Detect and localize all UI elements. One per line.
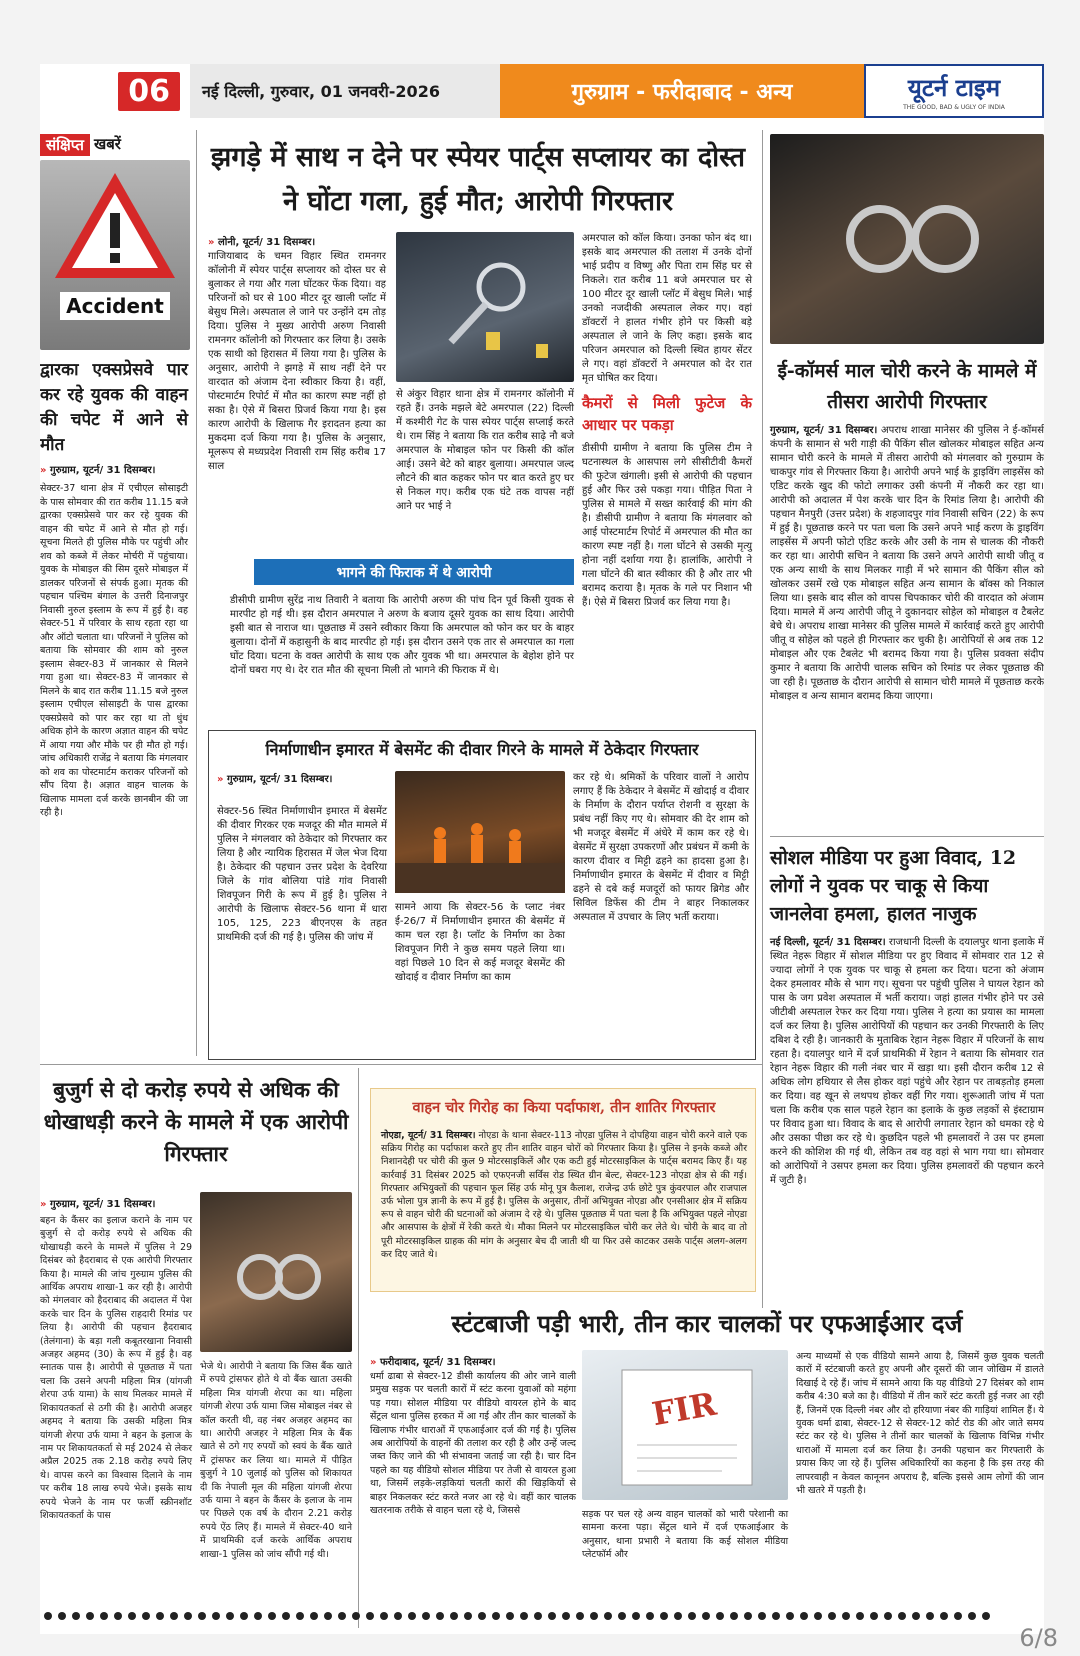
stunt-col-2 (582, 1508, 788, 1564)
basement-col-3 (573, 771, 749, 927)
vehicle-box (370, 1088, 756, 1292)
stunt-headline: स्टंटबाजी पड़ी भारी, तीन कार चालकों पर एफआईआर दर्ज (451, 1309, 963, 1338)
basement-col-1-text: सेक्टर-56 स्थित निर्माणाधीन इमारत में बेसमेंट की दीवार गिरकर एक मजदूर की मौत मामले में पुलिस ने मंगलवार को ठेकेदार को गिरफ्तार कर लिया है और न्यायिक हिरासत में जेल भेज दिया है। ठेकेदार की पहचान उत्तर प्रदेश के देवरिया जिले के गांव बोलिया पांडे गांव निवासी शिवपूजन गिरी के रूप में हुई है। पुलिस ने आरोपी के खिलाफ सेक्टर-56 थाना में धारा 105, 125, 223 बीएनएस के तहत प्राथमिकी दर्ज की गई है। पुलिस की जांच में (217, 806, 387, 943)
brief-body: सेक्टर-37 थाना क्षेत्र में एचीएल सोसाइटी के पास सोमवार की रात करीब 11.15 बजे द्वारका एक्सप्रेसवे पार कर रहे युवक की वाहन की चपेट में आने से मौत हो गई। सूचना मिलते ही पुलिस मौके पर पहुंची और शव को कब्जे में लेकर मोर्चरी में पहुंचाया। युवक के मोबाइल की सिम दूसरे मोबाइल में डालकर परिजनों से संपर्क हुआ। मृतक की पहचान पश्चिम बंगाल के उत्तरी दिनाजपुर निवासी नुरुल इस्लाम के रूप में हुई है। वह सेक्टर-51 में परिवार के साथ रहता रहा था और ऑटो चलाता था। परिजनों ने पुलिस को बताया कि सोमवार की शाम को नुरुल इस्लाम सेक्टर-83 में जानकार से मिलने गया हुआ था। सेक्टर-83 में जानकार से मिलने के बाद रात करीब 11.15 बजे नुरुल इस्लाम एचीएल सोसाइटी के पास द्वारका एक्सप्रेसवे को पार कर रहा था तो धुंध अधिक होने के कारण अज्ञात वाहन की चपेट में आया गया और मौके पर ही मौत हो गई। जांच अधिकारी राजेंद्र ने बताया कि मंगलवार को शव का पोस्टमार्टम कराकर परिजनों को सौंप दिया है। अज्ञात वाहन चालक के खिलाफ मामला दर्ज करके छानबीन की जा रही है। (40, 483, 188, 818)
lead-subhead: कैमरों से मिली फुटेज के आधार पर पकड़ा (582, 394, 752, 434)
section-rule (40, 1064, 762, 1065)
vehicle-article (381, 1129, 747, 1263)
lead-col-1 (208, 250, 386, 476)
basement-byline: » गुरुग्राम, यूटर्न/ 31 दिसम्बर। (217, 771, 332, 785)
brief-tag (40, 134, 121, 156)
vehicle-headline: वाहन चोर गिरोह का किया पर्दाफाश, तीन शातिर गिरफ्तार (412, 1099, 716, 1116)
vehicle-body (381, 1129, 747, 1261)
brief-tag-a: संक्षिप्त (40, 134, 90, 156)
vehicle-byline: नोएडा, यूटर्न/ 31 दिसम्बर। (381, 1130, 476, 1141)
stunt-col-3 (796, 1350, 1044, 1499)
basement-col-1 (217, 805, 387, 947)
accident-photo (40, 160, 190, 350)
magnifier-icon (396, 232, 574, 382)
lead-banner-body (230, 594, 574, 680)
ecommerce-article (770, 424, 1044, 706)
pagination-indicator: 6/8 (1019, 1624, 1058, 1652)
newspaper-logo (864, 64, 1044, 118)
brief-article (40, 358, 188, 822)
lead-banner: भागने की फिराक में थे आरोपी (254, 559, 574, 585)
brief-byline: » गुरुग्राम, यूटर्न/ 31 दिसम्बर। (40, 464, 188, 478)
basement-col-3-text: कर रहे थे। श्रमिकों के परिवार वालों ने आरोप लगाए हैं कि ठेकेदार ने बेसमेंट में खोदाई व दीवार के निर्माण के दौरान पर्याप्त रोशनी व सुरक्षा के प्रबंध नहीं किए गए थे। सोमवार की देर शाम को भी मजदूर बेसमेंट में अंधेरे में काम कर रहे थे। बेसमेंट में सुरक्षा उपकरणों और प्रबंधन में कमी के कारण दीवार व मिट्टी ढहने का हादसा हुआ है। निर्माणाधीन इमारत के बेसमेंट में दीवार व मिट्टी ढहने से दबे कई मजदूरों को फायर ब्रिगेड और सिविल डिफेंस की टीम ने बाहर निकालकर अस्पताल में उपचार के लिए भर्ती कराया। (573, 772, 749, 923)
handcuffs-icon (770, 134, 1044, 344)
forensic-photo (396, 232, 574, 382)
ecommerce-headline: ई-कॉमर्स माल चोरी करने के मामले में तीसरा आरोपी गिरफ्तार (777, 360, 1037, 413)
registration-marks (0, 1610, 1080, 1622)
page-number-box (40, 64, 190, 118)
fraud-col-2 (200, 1360, 352, 1563)
column-rule (196, 130, 197, 1056)
newspaper-page (40, 64, 1044, 1634)
basement-col-2-text: सामने आया कि सेक्टर-56 के प्लाट नंबर ई-26/7 में निर्माणाधीन इमारत की बेसमेंट में काम चल रहा है। प्लॉट के निर्माण का ठेका शिवपूजन गिरी ने कुछ समय पहले लिया था। वहां पिछले 10 दिन से कई मजदूर बेसमेंट की खोदाई व दीवार निर्माण का काम (395, 902, 565, 983)
fir-label: FIR (649, 1384, 720, 1434)
page-number: 06 (118, 72, 180, 111)
column-rule (358, 1068, 359, 1628)
lead-headline: झगड़े में साथ न देने पर स्पेयर पार्ट्स सप्लायर का दोस्त ने घोंटा गला, हुई मौत; आरोपी गिरफ्तार (210, 142, 746, 217)
dateline: नई दिल्ली, गुरुवार, 01 जनवरी-2026 (190, 64, 500, 118)
stunt-byline: » फरीदाबाद, यूटर्न/ 31 दिसम्बर। (370, 1354, 496, 1368)
lead-byline: » लोनी, यूटर्न/ 31 दिसम्बर। (208, 234, 315, 248)
logo-tagline: THE GOOD, BAD & UGLY OF INDIA (903, 104, 1005, 111)
brief-tag-b: खबरें (93, 135, 121, 153)
basement-headline: निर्माणाधीन इमारत में बेसमेंट की दीवार गिरने के मामले में ठेकेदार गिरफ्तार (265, 740, 699, 759)
section-title: गुरुग्राम - फरीदाबाद - अन्य (500, 64, 864, 118)
ecommerce-body (770, 424, 1044, 704)
ecommerce-byline: गुरुग्राम, यूटर्न/ 31 दिसम्बर। (770, 425, 878, 436)
fraud-byline: » गुरुग्राम, यूटर्न/ 31 दिसम्बर। (40, 1196, 155, 1210)
logo-text: यूटर्न टाइम (907, 73, 1001, 102)
fraud-col-1 (40, 1214, 192, 1524)
masthead (40, 64, 1044, 118)
lead-banner-body-text: डीसीपी ग्रामीण सुरेंद्र नाथ तिवारी ने बताया कि आरोपी अरुण की पांच दिन पूर्व किसी युवक से मारपीट हो गई थी। इस दौरान अमरपाल ने अरुण के बजाय दूसरे युवक का साथ दिया। आरोपी इसी बात से नाराज था। पूछताछ में उसने स्वीकार किया कि अमरपाल को फोन कर घर के बाहर बुलाया। दोनों में कहासुनी के बाद मारपीट हो गई। इस दौरान उसने एक तार से अमरपाल का गला घोंट दिया। घटना के वक्त आरोपी के साथ एक और युवक भी था। अमरपाल के बेहोश होने पर दोनों घबरा गए थे। देर रात मौत की सूचना मिली तो भागने की फिराक में थे। (230, 595, 574, 676)
column-rule (762, 130, 763, 1308)
fir-photo (582, 1350, 788, 1500)
basement-col-2 (395, 901, 565, 987)
social-article (770, 936, 1044, 1190)
stunt-col-3-text: अन्य माध्यमों से एक वीडियो सामने आया है, जिसमें कुछ युवक चलती कारों में स्टंटबाजी करते हुए अपनी और दूसरों की जान जोखिम में डालते दिखाई दे रहे हैं। जांच में सामने आया कि यह वीडियो 27 दिसंबर को शाम करीब 4:30 बजे का है। वीडियो में तीन कारें स्टंट करती हुई नजर आ रही हैं, जिनमें एक दिल्ली नंबर और दो हरियाणा नंबर की गाड़ियां शामिल हैं। ये युवक धर्मा ढाबा, सेक्टर-12 से सेक्टर-12 कोर्ट रोड की ओर जाते समय स्टंट कर रहे थे। पुलिस ने तीनों कार चालकों के खिलाफ विभिन्न गंभीर धाराओं में मामला दर्ज कर लिया है। उनकी पहचान कर गिरफ्तारी के प्रयास किए जा रहे हैं। पुलिस अधिकारियों का कहना है कि इस तरह की लापरवाही न केवल कानूनन अपराध है, बल्कि इससे आम लोगों की जान भी खतरे में पड़ती है। (796, 1351, 1044, 1497)
lead-col-3 (582, 232, 752, 612)
fraud-col-1-text: बहन के कैंसर का इलाज कराने के नाम पर बुजुर्ग से दो करोड़ रुपये से अधिक की धोखाधड़ी करने के मामले में पुलिस ने 29 दिसंबर को हैदराबाद से एक आरोपी गिरफ्तार किया है। मामले की जांच गुरुग्राम पुलिस की आर्थिक अपराध शाखा-1 कर रही है। आरोपी को मंगलवार को हैदराबाद की अदालत में पेश करके चार दिन के पुलिस राहदारी रिमांड पर लिया है। आरोपी की पहचान हैदराबाद (तेलंगाना) के बड़ा गली कबूतरखाना निवासी अजहर अहमद (30) के रूप में हुई है। वह स्नातक पास है। आरोपी से पूछताछ में पता चला कि उसने अपनी महिला मित्र (यांगजी शेरपा उर्फ यामा) के साथ मिलकर मामले में शिकायतकर्ता से ठगी की है। आरोपी अजहर अहमद ने बताया कि उसकी महिला मित्र यांगजी शेरपा उर्फ यामा ने बहन के इलाज के नाम पर शिकायतकर्ता से मई 2024 से लेकर अप्रैल 2025 तक 2.18 करोड़ रुपये लिए थे। वापस करने का विश्वास दिलाने के नाम पर करीब 18 लाख रुपये भेजे। इसके साथ रुपये भेजने के नाम पर फर्जी स्क्रीनशॉट शिकायतकर्ता के पास (40, 1215, 192, 1521)
rescue-workers-icon (395, 771, 565, 893)
social-byline: नई दिल्ली, यूटर्न/ 31 दिसम्बर। (770, 937, 886, 948)
vehicle-body-text: नोएडा के थाना सेक्टर-113 नोएडा पुलिस ने दोपहिया वाहन चोरी करने वाले एक सक्रिय गिरोह का पर्दाफाश करते हुए तीन शातिर वाहन चोरों को गिरफ्तार किया है। पुलिस ने इनके कब्जे और निशानदेही पर चोरी की कुल 9 मोटरसाइकिलें और एक कटी हुई मोटरसाइकिल के पार्ट्स बरामद किए हैं। यह कार्रवाई 31 दिसंबर 2025 को एफएनजी सर्विस रोड स्थित ग्रीन बेल्ट, सेक्टर-123 नोएडा क्षेत्र से की गई। गिरफ्तार अभियुक्तों की पहचान फूल सिंह उर्फ मोनू पुत्र कैलाश, राजेन्द्र उर्फ छोटे पुत्र कुंवरपाल और राजपाल उर्फ भोला पुत्र ज्ञानी के रूप में हुई है। पुलिस के अनुसार, तीनों अभियुक्त नोएडा और एनसीआर क्षेत्र में सक्रिय रूप से वाहन चोरी की घटनाओं को अंजाम दे रहे थे। पुलिस पूछताछ में पता चला है कि अभियुक्त पहले नोएडा और आसपास के क्षेत्रों में रेकी करते थे। मौका मिलने पर मोटरसाइकिल चोरी कर लेते थे। चोरी के बाद वा तो पूरी मोटरसाइकिल ग्राहक की मांग के अनुसार बेच दी जाती थी या फिर उसे काटकर उसके पार्ट्स अलग-अलग कर दिए जाते थे। (381, 1130, 747, 1260)
stunt-col-1-text: धर्मा ढाबा से सेक्टर-12 डीसी कार्यालय की ओर जाने वाली प्रमुख सड़क पर चलती कारों में स्टंट करना युवाओं को महंगा पड़ गया। सोशल मीडिया पर वीडियो वायरल होने के बाद सेंट्रल थाना पुलिस हरकत में आ गई और तीन कार चालकों के खिलाफ गंभीर धाराओं में एफआईआर दर्ज की गई है। पुलिस अब आरोपियों के वाहनों की तलाश कर रही है और उन्हें जल्द जब्त किए जाने की भी संभावना जताई जा रही है। चार दिन पहले का यह वीडियो सोशल मीडिया पर तेजी से वायरल हुआ था, जिसमें लड़के-लड़कियां चलती कारों की खिड़कियों से बाहर निकलकर स्टंट करते नजर आ रहे थे। वहीं कार चालक खतरनाक तरीके से वाहन चला रहे थे, जिससे (370, 1371, 576, 1517)
social-body (770, 936, 1044, 1188)
social-body-text: राजधानी दिल्ली के दयालपुर थाना इलाके में स्थित नेहरू विहार में सोशल मीडिया पर हुए विवाद में सोमवार रात 12 से ज्यादा लोगों ने एक युवक पर चाकू से हमला कर दिया। घटना को अंजाम देकर हमलावर मौके से भाग गए। सूचना पर पहुंची पुलिस ने घायल रेहान को पास के जग प्रवेश अस्पताल में भर्ती कराया। जहां हालत गंभीर होने पर उसे जीटीबी अस्पताल रेफर कर दिया गया। पुलिस ने हत्या का प्रयास का मामला दर्ज कर लिया है। पुलिस आरोपियों की पहचान कर उनकी गिरफ्तारी के लिए दबिश दे रही है। जानकारी के मुताबिक रेहान नेहरू विहार में परिजनों के साथ रहता है। दयालपुर थाने में दर्ज प्राथमिकी में रेहान ने बताया कि सोमवार रात रेहान नेहरू विहार की गली नंबर चार में खड़ा था। इसी दौरान करीब 12 से अधिक लोग हथियार से लैस होकर वहां पहुंचे और रेहान पर ताबड़तोड़ हमला कर दिया। वह खून से लथपथ होकर वहीं गिर गया। शुरूआती जांच में पता चला कि करीब एक साल पहले रेहान का इलाके के कुछ लड़कों से इंस्टाग्राम पर विवाद हुआ था। विवाद के बाद से आरोपी लगातार रेहान को धमका रहे थे और उसका पीछा कर रहे थे। कुछदिन पहले भी हमलावरों ने उस पर हमला करने की कोशिश की गई थी, लेकिन तब वह वहां से भाग गया था। सोमवार को आरोपियों ने उसपर हमला कर दिया। पुलिस हमलावरों की पहचान करने में जुटी है। (770, 937, 1044, 1186)
basement-box (208, 730, 756, 1060)
lead-col-2-text: से अंकुर विहार थाना क्षेत्र में रामनगर कॉलोनी में रहते हैं। उनके मझले बेटे अमरपाल (22) दिल्ली में कश्मीरी गेट के पास स्पेयर पार्ट्स सप्लाई करते थे। राम सिंह ने बताया कि रात करीब साढ़े नौ बजे अमरपाल के मोबाइल फोन पर किसी की कॉल आई। उसने बेटे को बाहर बुलाया। अमरपाल जल्द लौटने की बात कहकर फोन पर बात करते हुए घर से निकल गए। करीब एक घंटे तक वापस नहीं आने पर भाई ने (396, 389, 574, 512)
arrest-photo (200, 1192, 352, 1352)
brief-headline: द्वारका एक्सप्रेसवे पार कर रहे युवक की वाहन की चपेट में आने से मौत (40, 360, 188, 455)
stunt-col-1 (370, 1370, 576, 1519)
section-rule (770, 836, 1044, 837)
lead-col-2 (396, 388, 574, 516)
fraud-headline: बुजुर्ग से दो करोड़ रुपये से अधिक की धोखाधड़ी करने के मामले में एक आरोपी गिरफ्तार (43, 1077, 349, 1166)
accident-label: Accident (60, 292, 170, 320)
ecommerce-body-text: अपराध शाखा मानेसर की पुलिस ने ई-कॉमर्स कंपनी के सामान से भरी गाड़ी की पैकिंग सील खोलकर मोबाइल सहित अन्य सामान चोरी करने के मामले में तीसरा आरोपी को मंगलवार को गुरुग्राम के चाकपुर गांव से गिरफ्तार किया है। आरोपी अपने भाई के ड्राइविंग लाइसेंस को एडिट करके खुद की फोटो लगाकर उसी कंपनी में नौकरी कर रहा था। आरोपी को अदालत में पेश करके चार दिन के रिमांड लिया है। आरोपी की पहचान मैनपुरी (उत्तर प्रदेश) के शहजादपुर गांव निवासी सचिन (22) के रूप में हुई है। पूछताछ करने पर पता चला कि उसने अपने भाई करण के ड्राइविंग लाइसेंस में अपनी फोटो एडिट करके और उसी के नाम से चालक की नौकरी कर रहा था। आरोपी सचिन ने बताया कि उसने अपने आरोपी साथी जीतू व एक अन्य साथी के साथ मिलकर गाड़ी में भरे सामान की पैकिंग सील को खोलकर उसमें रखे एक मोबाइल सहित अन्य सामान के बॉक्स को निकाल लिया था। इसके बाद सील को वापस चिपकाकर चोरी की वारदात को अंजाम दिया। मामले में अन्य आरोपी जीतू ने दुकानदार सोहेल को मोबाइल व टैबलेट बेचे थे। अपराध शाखा मानेसर की पुलिस मामले में कार्रवाई करते हुए आरोपी जीतू व सोहेल को पहले ही गिरफ्तार कर चुकी है। आरोपियों से अब तक 12 मोबाइल और एक टैबलेट भी बरामद किया गया है। पुलिस प्रवक्ता संदीप कुमार ने बताया कि आरोपी चालक सचिन को रिमांड पर लेकर पूछताछ की जा रही है। पूछताछ के दौरान आरोपी से सामान चोरी मामले में पूछताछ करके मोबाइल व अन्य सामान बरामद किया जाएगा। (770, 425, 1044, 702)
handcuff-photo (770, 134, 1044, 344)
lead-col-3b-text: डीसीपी ग्रामीण ने बताया कि पुलिस टीम ने घटनास्थल के आसपास लगे सीसीटीवी कैमरों की फुटेज खंगाली। इसी से आरोपी की पहचान हुई और फिर उसे पकड़ा गया। पीड़ित पिता ने पुलिस से मामले में सख्त कार्रवाई की मांग की है। डीसीपी ग्रामीण ने बताया कि मंगलवार को आई पोस्टमार्टम रिपोर्ट में अमरपाल की मौत का कारण स्पष्ट नहीं है। गला घोंटने से उसकी मृत्यु होना नहीं दर्शाया गया है। हालांकि, आरोपी ने गला घोंटने की बात स्वीकार की है और तार भी बरामद कराया है। मृतक के गले पर निशान भी हैं। ऐसे में बिसरा प्रिजर्व कर लिया गया है। (582, 443, 752, 608)
stunt-col-2-text: सड़क पर चल रहे अन्य वाहन चालकों को भारी परेशानी का सामना करना पड़ा। सेंट्रल थाने में दर्ज एफआईआर के अनुसार, थाना प्रभारी ने बताया कि कई सोशल मीडिया प्लेटफॉर्म और (582, 1509, 788, 1561)
social-headline: सोशल मीडिया पर हुआ विवाद, 12 लोगों ने युवक पर चाकू से किया जानलेवा हमला, हालत नाजुक (770, 847, 1017, 925)
lead-col-1-text: गाजियाबाद के चमन विहार स्थित रामनगर कॉलोनी में स्पेयर पार्ट्स सप्लायर को दोस्त घर से बुलाकर ले गया और गला घोंटकर फेंक दिया। वह परिजनों को घर से 100 मीटर दूर खाली प्लॉट में बेसुध मिले। अस्पताल ले जाने पर उन्होंने दम तोड़ दिया। पुलिस ने मुख्य आरोपी अरुण निवासी रामनगर कॉलोनी को गिरफ्तार कर लिया है। उसके एक साथी को हिरासत में लिया गया है। पुलिस के अनुसार, आरोपी ने झगड़े में साथ नहीं देने पर वारदात को अंजाम देना स्वीकार किया है। वहीं, पोस्टमार्टम रिपोर्ट में मौत का कारण स्पष्ट नहीं हो सका है। ऐसे में बिसरा प्रिजर्व किया गया है। इस कारण आरोपी के खिलाफ गैर इरादतन हत्या का मुकदमा दर्ज किया गया है। पुलिस के अनुसार, मूलरूप से मध्यप्रदेश निवासी राम सिंह करीब 17 साल (208, 251, 386, 472)
fraud-col-2-text: भेजे थे। आरोपी ने बताया कि जिस बैंक खाते में रुपये ट्रांसफर होते थे वो बैंक खाता उसकी महिला मित्र यांगजी शेरपा का था। महिला यांगजी शेरपा उर्फ यामा जिस मोबाइल नंबर से कॉल करती थी, वह नंबर अजहर अहमद का था। आरोपी अजहर ने महिला मित्र के बैंक खाते से ठगे गए रुपयों को स्वयं के बैंक खाते में ट्रांसफर कर लिया था। मामले में पीड़ित बुजुर्ग ने 10 जुलाई को पुलिस को शिकायत दी कि नेपाली मूल की महिला यांगजी शेरपा उर्फ यामा ने बहन के कैंसर के इलाज के नाम पर पिछले एक वर्ष के दौरान 2.21 करोड़ रुपये ऐंठ लिए हैं। मामले में सेक्टर-40 थाने में प्राथमिकी दर्ज करके आर्थिक अपराध शाखा-1 पुलिस को जांच सौंपी गई थी। (200, 1361, 352, 1560)
rescue-photo (395, 771, 565, 893)
lead-col-3-text: अमरपाल को कॉल किया। उनका फोन बंद था। इसके बाद अमरपाल की तलाश में उनके दोनों भाई प्रदीप व विष्णु और पिता राम सिंह घर से निकले। रात करीब 11 बजे अमरपाल घर से 100 मीटर दूर खाली प्लॉट में बेसुध मिले। भाई उनको नजदीकी अस्पताल लेकर गए। वहां डॉक्टरों ने हालत गंभीर होने पर किसी बड़े अस्पताल ले जाने के लिए कहा। इसके बाद परिजन अमरपाल को दिल्ली स्थित हायर सेंटर ले गए। वहां डॉक्टरों ने अमरपाल को देर रात मृत घोषित कर दिया। (582, 233, 752, 384)
handcuffed-hands-icon (200, 1192, 352, 1352)
